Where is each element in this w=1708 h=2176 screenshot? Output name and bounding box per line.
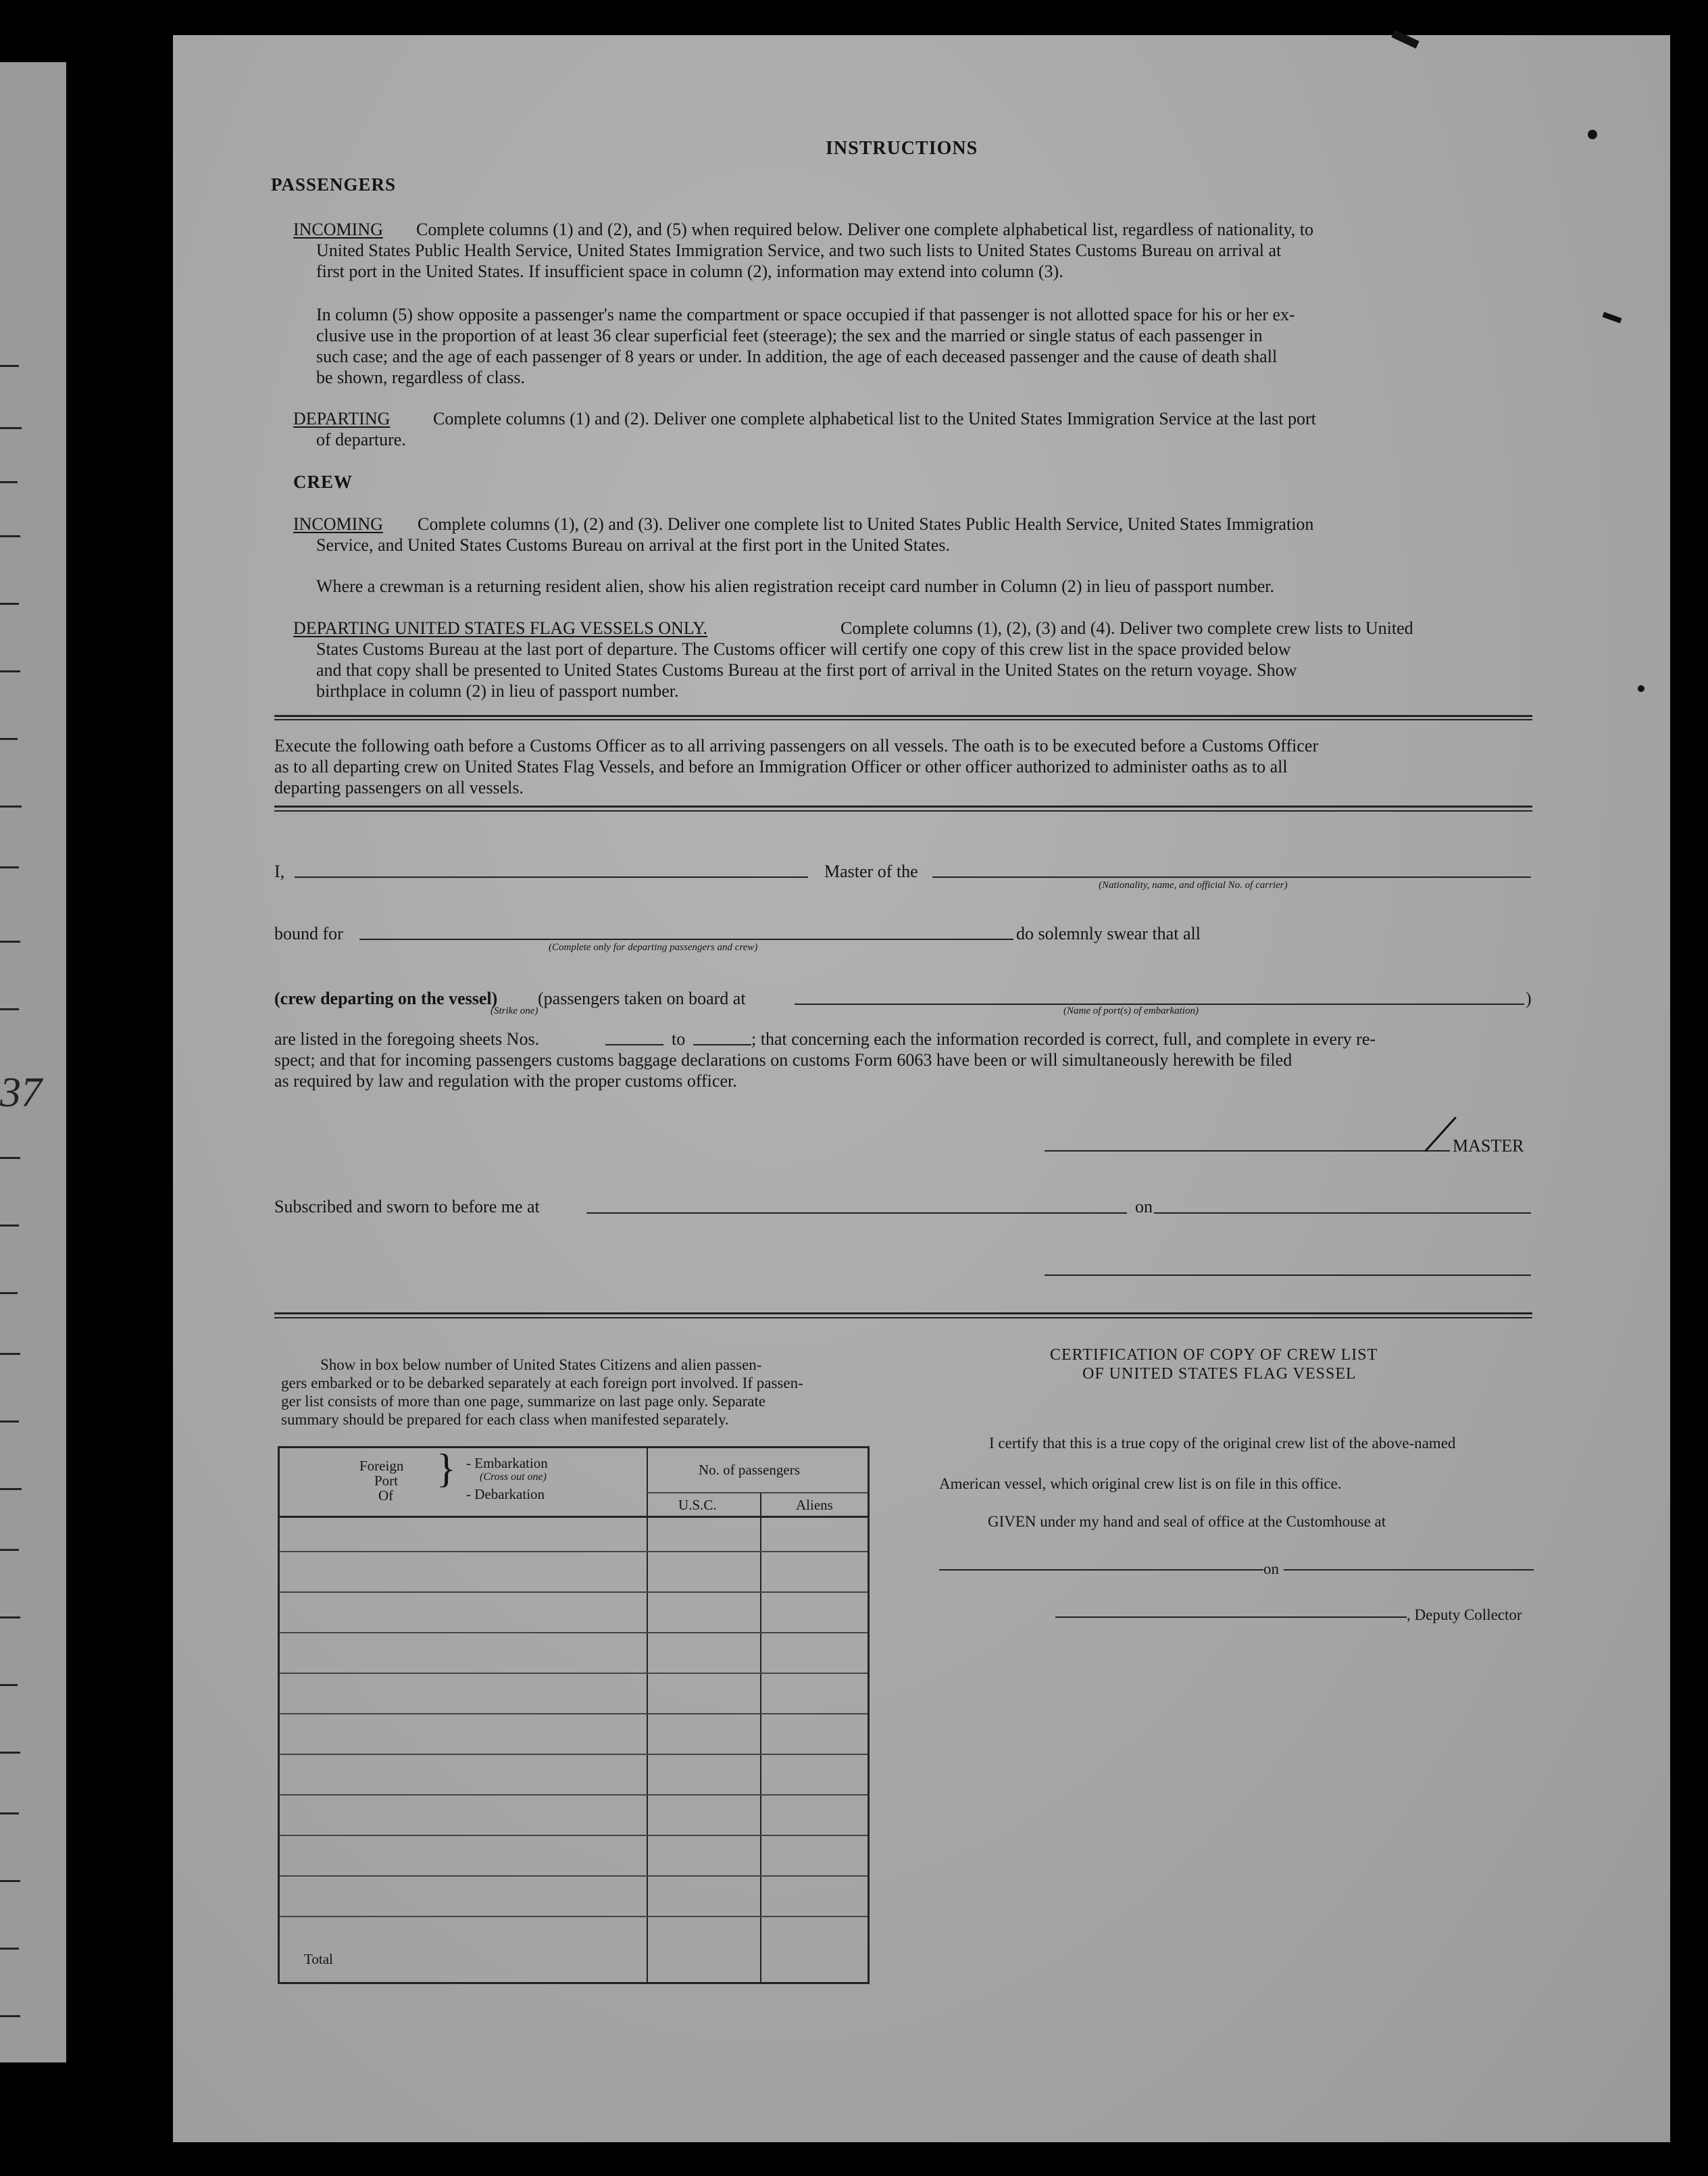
- no-of-passengers-header: No. of passengers: [699, 1462, 800, 1478]
- sheet-to-field-line[interactable]: [693, 1044, 751, 1045]
- summary-line-1: Show in box below number of United States Citizens and alien passen-: [320, 1356, 762, 1373]
- oath-instructions-line-2: as to all departing crew on United States Flag Vessels, and before an Immigration Officer or other officer authorized to administer oaths as to all: [274, 757, 1288, 776]
- ports-caption: (Name of port(s) of embarkation): [1063, 1006, 1199, 1016]
- carrier-field-line[interactable]: [932, 876, 1531, 878]
- left-strip-handwriting: 37: [0, 1070, 42, 1116]
- passengers-departing-line-2: of departure.: [316, 430, 406, 449]
- summary-line-3: ger list consists of more than one page, summarize on last page only. Separate: [281, 1393, 766, 1410]
- brace-glyph: }: [436, 1446, 456, 1491]
- officer-signature-line[interactable]: [1045, 1275, 1531, 1276]
- given-line: GIVEN under my hand and seal of office at the Customhouse at: [988, 1513, 1386, 1530]
- port-label: Port: [374, 1473, 399, 1489]
- crew-departing-line-2: States Customs Bureau at the last port of departure. The Customs officer will certify one copy of this crew list in the space provided below: [316, 639, 1291, 659]
- section-divider: [274, 715, 1532, 717]
- closing-paren: ): [1526, 989, 1532, 1008]
- oath-line-2: spect; and that for incoming passengers customs baggage declarations on customs Form 6063 have been or will simultaneously herewith be filed: [274, 1050, 1292, 1070]
- oath-instructions-line-1: Execute the following oath before a Customs Officer as to all arriving passengers on all vessels. The oath is to be executed before a Customs Officer: [274, 736, 1319, 756]
- strike-one-caption: (Strike one): [491, 1006, 538, 1016]
- crew-departing-option: (crew departing on the vessel): [274, 989, 498, 1008]
- passengers-incoming-label: INCOMING: [293, 220, 383, 239]
- resident-alien-line: Where a crewman is a returning resident alien, show his alien registration receipt card number in Column (2) in lieu of passport number.: [316, 576, 1275, 596]
- certification-title-1: CERTIFICATION OF COPY OF CREW LIST: [1050, 1346, 1378, 1364]
- master-of-the-label: Master of the: [824, 862, 918, 881]
- oath-line-3: as required by law and regulation with the proper customs officer.: [274, 1071, 737, 1091]
- section-divider: [274, 1312, 1532, 1314]
- passengers-incoming-line-1: Complete columns (1) and (2), and (5) when required below. Deliver one complete alphabetical list, regardless of nationality, to: [416, 220, 1313, 239]
- master-label: MASTER: [1453, 1136, 1524, 1156]
- column5-line-1: In column (5) show opposite a passenger's name the compartment or space occupied if that passenger is not allotted space for his or her ex-: [316, 305, 1295, 324]
- sworn-place-field-line-2[interactable]: [1045, 1212, 1126, 1214]
- passengers-taken-option: (passengers taken on board at: [538, 989, 746, 1008]
- complete-only-caption: (Complete only for departing passengers and crew): [549, 942, 758, 953]
- master-signature-line[interactable]: [1045, 1150, 1450, 1152]
- adjacent-page-strip: [0, 62, 66, 2062]
- sworn-on-label: on: [1135, 1197, 1153, 1216]
- section-divider: [274, 806, 1532, 808]
- total-label: Total: [304, 1951, 333, 1967]
- sheet-from-field-line[interactable]: [605, 1044, 663, 1045]
- crew-departing-label: DEPARTING UNITED STATES FLAG VESSELS ONLY.: [293, 618, 707, 638]
- passengers-departing-label: DEPARTING: [293, 409, 391, 428]
- destination-field-line[interactable]: [359, 939, 1013, 940]
- certification-title-2: OF UNITED STATES FLAG VESSEL: [1082, 1365, 1357, 1383]
- section-divider: [274, 1317, 1532, 1318]
- embarkation-label: - Embarkation: [466, 1455, 548, 1471]
- port-summary-table: [278, 1446, 870, 1984]
- passengers-departing-line-1: Complete columns (1) and (2). Deliver one complete alphabetical list to the United States Immigration Service at the last port: [433, 409, 1316, 428]
- listed-sheets-rest: ; that concerning each the information recorded is correct, full, and complete in every re-: [751, 1029, 1376, 1049]
- certify-line-2: American vessel, which original crew list is on file in this office.: [939, 1475, 1342, 1492]
- deputy-collector-label: , Deputy Collector: [1407, 1606, 1522, 1623]
- summary-line-4: summary should be prepared for each class when manifested separately.: [281, 1411, 729, 1428]
- crew-heading: CREW: [293, 472, 353, 492]
- aliens-header: Aliens: [796, 1497, 833, 1513]
- nationality-caption: (Nationality, name, and official No. of carrier): [1099, 880, 1288, 891]
- debarkation-label: - Debarkation: [466, 1486, 545, 1502]
- section-divider: [274, 810, 1532, 812]
- signature-stroke: [1424, 1116, 1457, 1152]
- crew-incoming-line-1: Complete columns (1), (2) and (3). Deliver one complete list to United States Public Health Service, United States Immigration: [418, 514, 1314, 534]
- oath-instructions-line-3: departing passengers on all vessels.: [274, 778, 524, 797]
- passengers-incoming-line-2: United States Public Health Service, United States Immigration Service, and two such lists to United States Customs Bureau on arrival at: [316, 241, 1282, 260]
- of-label: Of: [378, 1487, 394, 1504]
- page-title: INSTRUCTIONS: [826, 138, 978, 159]
- crew-incoming-line-2: Service, and United States Customs Bureau on arrival at the first port in the United States.: [316, 535, 950, 555]
- foreign-label: Foreign: [359, 1458, 404, 1474]
- passengers-heading: PASSENGERS: [271, 174, 397, 195]
- summary-line-2: gers embarked or to be debarked separately at each foreign port involved. If passen-: [281, 1375, 803, 1391]
- column5-line-4: be shown, regardless of class.: [316, 368, 526, 387]
- customhouse-field-line[interactable]: [939, 1569, 1263, 1571]
- section-divider: [274, 719, 1532, 720]
- certification-date-field-line[interactable]: [1284, 1569, 1534, 1571]
- solemnly-swear-label: do solemnly swear that all: [1016, 924, 1201, 943]
- usc-header: U.S.C.: [678, 1497, 717, 1513]
- certification-on-label: on: [1263, 1560, 1279, 1577]
- sworn-date-field-line[interactable]: [1154, 1212, 1531, 1214]
- deputy-signature-line[interactable]: [1055, 1616, 1407, 1618]
- scan-speck: [1588, 130, 1597, 139]
- listed-to-label: to: [672, 1029, 686, 1049]
- crew-departing-line-4: birthplace in column (2) in lieu of passport number.: [316, 681, 679, 701]
- listed-sheets-label: are listed in the foregoing sheets Nos.: [274, 1029, 540, 1049]
- subscribed-label: Subscribed and sworn to before me at: [274, 1197, 540, 1216]
- form-sheet: [173, 35, 1670, 2142]
- oath-i-label: I,: [274, 862, 285, 881]
- cross-out-caption: (Cross out one): [480, 1471, 547, 1483]
- crew-departing-line-1: Complete columns (1), (2), (3) and (4). Deliver two complete crew lists to United: [840, 618, 1413, 638]
- crew-departing-line-3: and that copy shall be presented to United States Customs Bureau at the first port of arrival in the United States on the return voyage. Show: [316, 660, 1297, 680]
- column5-line-2: clusive use in the proportion of at least 36 clear superficial feet (steerage); the sex and the married or single status of each passenger in: [316, 326, 1263, 345]
- column5-line-3: such case; and the age of each passenger of 8 years or under. In addition, the age of each deceased passenger and the cause of death shall: [316, 347, 1278, 366]
- bound-for-label: bound for: [274, 924, 343, 943]
- passengers-incoming-line-3: first port in the United States. If insufficient space in column (2), information may extend into column (3).: [316, 262, 1063, 281]
- certify-line-1: I certify that this is a true copy of the original crew list of the above-named: [989, 1435, 1456, 1452]
- scan-speck: [1638, 685, 1644, 692]
- crew-incoming-label: INCOMING: [293, 514, 383, 534]
- name-field-line[interactable]: [295, 876, 808, 878]
- embarkation-ports-field-line[interactable]: [795, 1004, 1524, 1005]
